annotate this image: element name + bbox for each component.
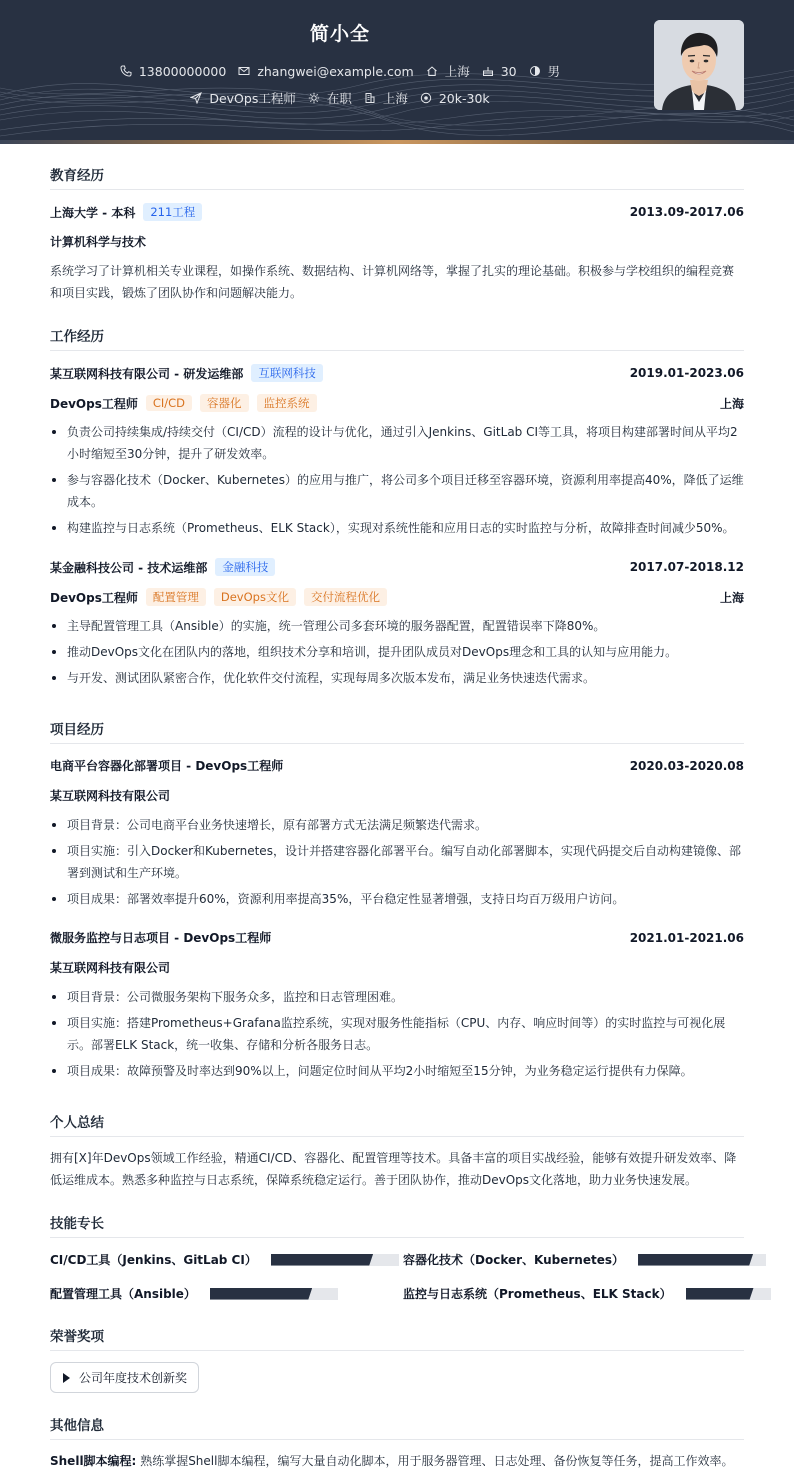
- project-bullet: 项目背景：公司电商平台业务快速增长，原有部署方式无法满足频繁迭代需求。: [50, 814, 744, 836]
- gender-item: [529, 62, 561, 80]
- job-skill-tag: 监控系统: [257, 394, 317, 412]
- skill-name: 容器化技术（Docker、Kubernetes）: [403, 1253, 625, 1267]
- summary-text: 拥有[X]年DevOps领域工作经验，精通CI/CD、容器化、配置管理等技术。具备丰富的项目实战经验，能够有效提升研发效率、降低运维成本。熟悉多种监控与日志系统，保障系统稳定运行。善于团队协作，推动DevOps文化落地，助力业务快速发展。: [50, 1151, 737, 1187]
- project-bullet: 项目实施：搭建Prometheus+Grafana监控系统，实现对服务性能指标（CPU、内存、响应时间等）的实时监控与可视化展示。部署ELK Stack，统一收集、存储和分析各服务日志。: [50, 1012, 744, 1056]
- skill-level-fill: [638, 1254, 753, 1266]
- job-company: 某互联网科技有限公司 - 研发运维部: [50, 366, 244, 381]
- skills-section-title: 技能专长: [50, 1212, 744, 1238]
- job-role-row: [50, 394, 744, 412]
- job-industry-tag: 金融科技: [215, 558, 275, 576]
- project-name: 电商平台容器化部署项目 - DevOps工程师: [50, 759, 284, 773]
- send-icon: [190, 92, 202, 104]
- phone-item: [120, 64, 226, 79]
- skill-level-fill: [271, 1254, 373, 1266]
- coin-icon: [420, 92, 432, 104]
- project-name-row: [50, 757, 744, 774]
- candidate-name: 简小全: [309, 23, 370, 45]
- school-tag: 211工程: [143, 203, 202, 221]
- skill-name: 监控与日志系统（Prometheus、ELK Stack）: [403, 1287, 672, 1301]
- summary-section-title: 个人总结: [50, 1111, 744, 1137]
- phone-icon: [120, 65, 132, 77]
- skill-item: [403, 1285, 771, 1302]
- header-accent-bar: [0, 140, 794, 144]
- project-name: 微服务监控与日志项目 - DevOps工程师: [50, 931, 272, 945]
- position-item: [190, 89, 296, 107]
- job-company-row: [50, 558, 744, 576]
- job-date: 2017.07-2018.12: [629, 560, 744, 574]
- project-name-row: [50, 929, 744, 946]
- job-intent-row: [0, 89, 680, 107]
- project-bullet: 项目成果：部署效率提升60%，资源利用率提高35%，平台稳定性显著增强，支持日均百万级用户访问。: [50, 888, 744, 910]
- job-company: 某金融科技公司 - 技术运维部: [50, 560, 208, 575]
- target-city-item: [364, 89, 408, 107]
- position-text: DevOps工程师: [209, 91, 296, 106]
- job-skill-tag: 容器化: [200, 394, 249, 412]
- job-role: DevOps工程师: [50, 590, 138, 605]
- job-location: 上海: [719, 396, 744, 411]
- honors-section-title: 荣誉奖项: [50, 1325, 744, 1351]
- status-icon: [308, 92, 320, 104]
- contact-row: [0, 62, 680, 80]
- email-text: zhangwei@example.com: [257, 63, 414, 79]
- other-info: [50, 1450, 744, 1472]
- target-city-text: 上海: [382, 91, 408, 106]
- projects-section-title: 项目经历: [50, 718, 744, 744]
- job-company-row: [50, 364, 744, 382]
- job-bullet: 推动DevOps文化在团队内的落地，组织技术分享和培训，提升团队成员对DevOps理念和工具的认知与应用能力。: [50, 641, 744, 663]
- skill-item: [50, 1285, 338, 1302]
- job-skill-tag: 交付流程优化: [304, 588, 387, 606]
- education-major-row: [50, 233, 744, 250]
- job-location: 上海: [719, 590, 744, 605]
- education-school-row: [50, 203, 744, 221]
- gender-icon: [529, 65, 541, 77]
- project-company: 某互联网科技有限公司: [50, 961, 171, 975]
- work-section-title: 工作经历: [50, 325, 744, 351]
- skill-name: 配置管理工具（Ansible）: [50, 1287, 196, 1301]
- award-name: 公司年度技术创新奖: [79, 1371, 188, 1385]
- project-bullet: 项目背景：公司微服务架构下服务众多，监控和日志管理困难。: [50, 986, 744, 1008]
- job-skill-tag: CI/CD: [146, 395, 192, 411]
- job-skill-tag: DevOps文化: [214, 588, 296, 606]
- phone-text: 13800000000: [138, 63, 227, 79]
- job-bullet: 与开发、测试团队紧密合作，优化软件交付流程，实现每周多次版本发布，满足业务快速迭代需求。: [50, 667, 744, 689]
- city-text: 上海: [444, 64, 470, 79]
- job-bullet: 参与容器化技术（Docker、Kubernetes）的应用与推广，将公司多个项目迁移至容器环境，资源利用率提高40%，降低了运维成本。: [50, 469, 744, 513]
- skill-level-bar: [686, 1288, 771, 1300]
- cake-icon: [482, 65, 494, 77]
- award-item[interactable]: [50, 1362, 199, 1393]
- skill-level-fill: [686, 1288, 754, 1300]
- project-date: 2020.03-2020.08: [629, 758, 744, 773]
- skill-item: [403, 1251, 766, 1268]
- home-icon: [426, 65, 438, 77]
- status-text: 在职: [326, 91, 352, 106]
- job-bullet: 构建监控与日志系统（Prometheus、ELK Stack），实现对系统性能和应用日志的实时监控与分析，故障排查时间减少50%。: [50, 517, 744, 539]
- project-bullet: 项目实施：引入Docker和Kubernetes，设计并搭建容器化部署平台。编写自动化部署脚本，实现代码提交后自动构建镜像、部署到测试和生产环境。: [50, 840, 744, 884]
- gender-text: 男: [547, 64, 561, 79]
- other-section-title: 其他信息: [50, 1414, 744, 1440]
- salary-text: 20k-30k: [438, 90, 490, 106]
- city-item: [426, 62, 470, 80]
- age-item: [482, 64, 517, 79]
- job-role-row: [50, 588, 744, 606]
- skill-level-bar: [271, 1254, 399, 1266]
- job-bullet: 主导配置管理工具（Ansible）的实施，统一管理公司多套环境的服务器配置，配置错误率下降80%。: [50, 615, 744, 637]
- resume-header: [0, 0, 794, 140]
- skill-item: [50, 1251, 399, 1268]
- project-company-row: [50, 787, 744, 804]
- age-text: 30: [500, 63, 517, 79]
- salary-item: [420, 91, 490, 106]
- job-industry-tag: 互联网科技: [251, 364, 323, 382]
- major: 计算机科学与技术: [50, 235, 147, 249]
- skill-level-bar: [638, 1254, 766, 1266]
- skill-level-bar: [210, 1288, 338, 1300]
- education-section-title: 教育经历: [50, 164, 744, 190]
- job-skill-tag: 配置管理: [146, 588, 206, 606]
- education-description: 系统学习了计算机相关专业课程，如操作系统、数据结构、计算机网络等，掌握了扎实的理论基础。积极参与学校组织的编程竞赛和项目实践，锻炼了团队协作和问题解决能力。: [50, 264, 735, 300]
- other-info-label: Shell脚本编程:: [50, 1454, 137, 1468]
- skill-name: CI/CD工具（Jenkins、GitLab CI）: [50, 1253, 257, 1267]
- skill-level-fill: [210, 1288, 312, 1300]
- project-company: 某互联网科技有限公司: [50, 789, 171, 803]
- mail-icon: [238, 65, 250, 77]
- job-role: DevOps工程师: [50, 396, 138, 411]
- avatar: [654, 20, 744, 110]
- building-icon: [364, 92, 376, 104]
- project-bullet: 项目成果：故障预警及时率达到90%以上，问题定位时间从平均2小时缩短至15分钟，为业务稳定运行提供有力保障。: [50, 1060, 744, 1082]
- school-name: 上海大学 - 本科: [50, 205, 136, 220]
- job-date: 2019.01-2023.06: [629, 366, 744, 380]
- email-item: [238, 64, 413, 79]
- other-info-text: 熟练掌握Shell脚本编程，编写大量自动化脚本，用于服务器管理、日志处理、备份恢复等任务，提高工作效率。: [140, 1454, 734, 1468]
- job-bullet: 负责公司持续集成/持续交付（CI/CD）流程的设计与优化，通过引入Jenkins、GitLab CI等工具，将项目构建部署时间从平均2小时缩短至30分钟，提升了研发效率。: [50, 421, 744, 465]
- status-item: [308, 89, 352, 107]
- portrait-image: [654, 20, 744, 110]
- project-company-row: [50, 959, 744, 976]
- play-icon: [63, 1373, 70, 1383]
- project-date: 2021.01-2021.06: [629, 930, 744, 945]
- education-date: 2013.09-2017.06: [629, 205, 744, 219]
